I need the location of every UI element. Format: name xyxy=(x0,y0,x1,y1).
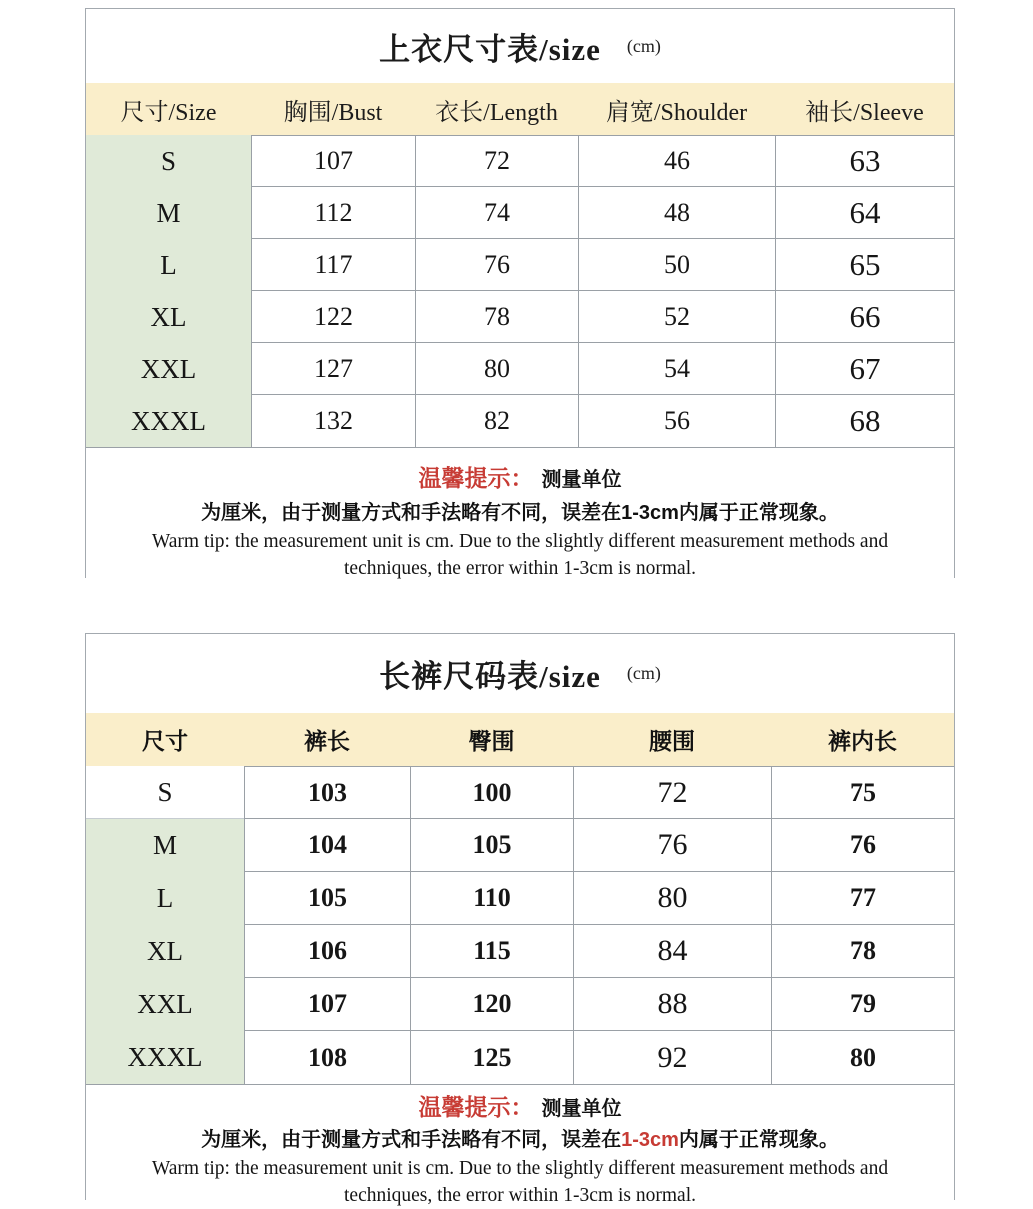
size-cell: XL xyxy=(86,925,244,978)
value-cell: 52 xyxy=(578,291,775,343)
size-cell: M xyxy=(86,187,251,239)
value-cell: 104 xyxy=(244,819,410,872)
bottom-title-text: 长裤尺码表 xyxy=(379,659,540,694)
value-cell: 127 xyxy=(251,343,415,395)
note-line-en1: Warm tip: the measurement unit is cm. Due to the slightly different measurement methods and xyxy=(151,531,889,552)
value-cell: 72 xyxy=(573,766,771,819)
column-header-inseam: 裤内长 xyxy=(828,729,897,755)
top-table-header-row xyxy=(86,83,954,135)
warm-tip-unit-label: 测量单位 xyxy=(541,469,622,491)
value-cell: 105 xyxy=(410,819,573,872)
value-cell: 110 xyxy=(410,872,573,925)
size-cell: S xyxy=(86,766,244,819)
warm-tip-heading xyxy=(86,461,954,499)
note-cn-pre: 为厘米，由于测量方式和手法略有不同，误差在 xyxy=(201,1129,622,1151)
bottom-table-header-row xyxy=(86,713,954,766)
table-row xyxy=(86,978,954,1031)
value-cell: 63 xyxy=(775,135,954,187)
size-cell: XXXL xyxy=(86,395,251,447)
size-cell: XXL xyxy=(86,343,251,395)
column-header-sleeve: 袖长/Sleeve xyxy=(805,99,924,126)
value-cell: 125 xyxy=(410,1031,573,1084)
top-table-title-cn xyxy=(379,24,601,69)
value-cell: 79 xyxy=(771,978,954,1031)
value-cell: 112 xyxy=(251,187,415,239)
value-cell: 120 xyxy=(410,978,573,1031)
warm-tip-label: 温馨提示： xyxy=(418,465,534,491)
value-cell: 54 xyxy=(578,343,775,395)
top-size-table-panel xyxy=(85,8,955,578)
value-cell: 50 xyxy=(578,239,775,291)
table-row xyxy=(86,395,954,447)
bottom-table-note xyxy=(86,1084,954,1209)
value-cell: 84 xyxy=(573,925,771,978)
note-line-en2: techniques, the error within 1-3cm is normal. xyxy=(344,1185,696,1206)
table-row xyxy=(86,925,954,978)
value-cell: 88 xyxy=(573,978,771,1031)
note-cn-post: 内属于正常现象。 xyxy=(678,1129,839,1151)
value-cell: 105 xyxy=(244,872,410,925)
value-cell: 78 xyxy=(415,291,578,343)
size-cell: XL xyxy=(86,291,251,343)
table-row xyxy=(86,291,954,343)
value-cell: 78 xyxy=(771,925,954,978)
size-cell: L xyxy=(86,872,244,925)
column-header-pants-length: 裤长 xyxy=(304,729,350,755)
value-cell: 80 xyxy=(573,872,771,925)
value-cell: 82 xyxy=(415,395,578,447)
value-cell: 80 xyxy=(415,343,578,395)
column-header-shoulder: 肩宽/Shoulder xyxy=(605,99,748,126)
bottom-table-unit: (cm) xyxy=(626,663,661,683)
value-cell: 75 xyxy=(771,766,954,819)
top-title-size-text: /size xyxy=(539,31,601,67)
note-cn-red-range: 1-3cm xyxy=(621,1129,679,1151)
column-header-size: 尺寸 xyxy=(142,729,188,755)
top-table-unit: (cm) xyxy=(626,35,661,56)
column-header-waist: 腰围 xyxy=(649,729,695,755)
value-cell: 65 xyxy=(775,239,954,291)
size-cell: M xyxy=(86,819,244,872)
value-cell: 107 xyxy=(251,135,415,187)
column-header-length: 衣长/Length xyxy=(435,99,558,126)
value-cell: 108 xyxy=(244,1031,410,1084)
size-cell: XXXL xyxy=(86,1031,244,1084)
bottom-size-table-panel xyxy=(85,633,955,1206)
warm-tip-label: 温馨提示： xyxy=(418,1094,534,1120)
note-line-cn xyxy=(86,1126,954,1155)
value-cell: 64 xyxy=(775,187,954,239)
value-cell: 67 xyxy=(775,343,954,395)
top-table-title xyxy=(86,9,954,83)
size-cell: XXL xyxy=(86,978,244,1031)
value-cell: 100 xyxy=(410,766,573,819)
warm-tip-heading xyxy=(86,1092,954,1126)
note-line-cn: 为厘米，由于测量方式和手法略有不同，误差在1-3cm内属于正常现象。 xyxy=(201,502,839,524)
value-cell: 77 xyxy=(771,872,954,925)
table-row xyxy=(86,135,954,187)
table-row xyxy=(86,239,954,291)
table-row xyxy=(86,766,954,819)
size-cell: L xyxy=(86,239,251,291)
top-table-note xyxy=(86,447,954,582)
value-cell: 80 xyxy=(771,1031,954,1084)
bottom-table-title xyxy=(86,634,954,713)
value-cell: 68 xyxy=(775,395,954,447)
value-cell: 72 xyxy=(415,135,578,187)
table-row xyxy=(86,819,954,872)
note-line-en2: techniques, the error within 1-3cm is normal. xyxy=(344,558,696,579)
value-cell: 46 xyxy=(578,135,775,187)
value-cell: 56 xyxy=(578,395,775,447)
value-cell: 66 xyxy=(775,291,954,343)
column-header-hip: 臀围 xyxy=(468,729,515,755)
value-cell: 103 xyxy=(244,766,410,819)
table-row xyxy=(86,872,954,925)
value-cell: 76 xyxy=(415,239,578,291)
value-cell: 132 xyxy=(251,395,415,447)
column-header-bust: 胸围/Bust xyxy=(283,99,383,126)
column-header-size: 尺寸/Size xyxy=(120,99,217,126)
value-cell: 74 xyxy=(415,187,578,239)
warm-tip-unit-label: 测量单位 xyxy=(541,1098,622,1120)
bottom-title-size-text: /size xyxy=(539,659,601,694)
size-cell: S xyxy=(86,135,251,187)
note-line-en1: Warm tip: the measurement unit is cm. Due to the slightly different measurement methods and xyxy=(151,1158,889,1179)
table-row xyxy=(86,187,954,239)
value-cell: 117 xyxy=(251,239,415,291)
value-cell: 92 xyxy=(573,1031,771,1084)
value-cell: 76 xyxy=(771,819,954,872)
value-cell: 48 xyxy=(578,187,775,239)
top-title-text: 上衣尺寸表 xyxy=(379,31,540,67)
value-cell: 76 xyxy=(573,819,771,872)
value-cell: 106 xyxy=(244,925,410,978)
value-cell: 107 xyxy=(244,978,410,1031)
bottom-table-title-cn xyxy=(379,651,601,696)
value-cell: 115 xyxy=(410,925,573,978)
value-cell: 122 xyxy=(251,291,415,343)
table-row xyxy=(86,343,954,395)
top-table-body xyxy=(86,135,954,447)
table-row xyxy=(86,1031,954,1084)
bottom-table-body xyxy=(86,766,954,1084)
